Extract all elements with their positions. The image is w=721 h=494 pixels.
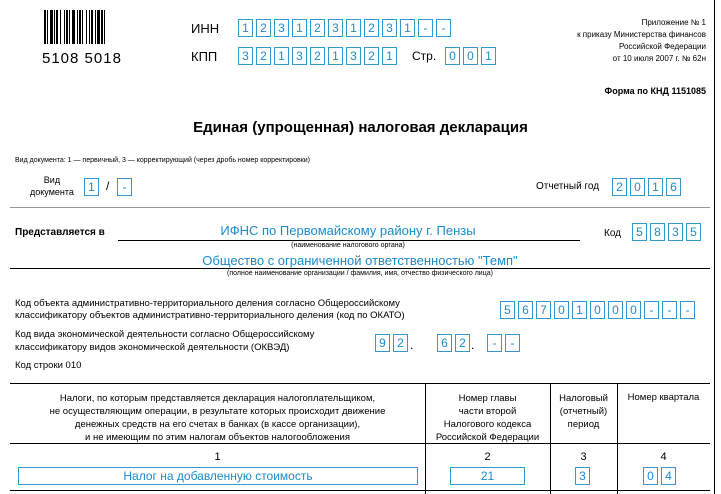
appendix-line2: к приказу Министерства финансов — [577, 30, 706, 39]
barcode-bar — [95, 10, 96, 44]
inn-cell[interactable]: 2 — [310, 19, 325, 37]
okved-g2-cell[interactable]: 6 — [437, 334, 452, 352]
kpp-cell[interactable]: 1 — [328, 47, 343, 65]
doc-type-field[interactable] — [84, 178, 99, 196]
inn-label: ИНН — [191, 21, 220, 36]
table-header-col1-line1: Налоги, по которым представляется декларация налогоплательщиком, — [59, 393, 376, 404]
code-cell[interactable]: 3 — [668, 223, 683, 241]
barcode — [40, 10, 140, 67]
barcode-bar — [60, 10, 61, 44]
table-header-col2 — [425, 392, 550, 444]
barcode-bar — [69, 10, 70, 44]
org-name-value[interactable]: Общество с ограниченной ответственностью "Темп" — [202, 253, 518, 268]
okato-cell[interactable]: - — [680, 301, 695, 319]
tax-office-caption: (наименование налогового органа) — [291, 242, 405, 249]
okved-label-line1: Код вида экономической деятельности согласно Общероссийскому — [15, 329, 315, 340]
okato-cell[interactable]: 0 — [554, 301, 569, 319]
barcode-bar — [77, 10, 78, 44]
tax-office-value[interactable]: ИФНС по Первомайскому району г. Пензы — [220, 223, 476, 238]
table-top-border — [10, 383, 710, 384]
period-code-field[interactable] — [575, 467, 590, 485]
table-header-col2-line3: Налогового кодекса — [443, 419, 532, 430]
period-code-value[interactable]: 3 — [575, 467, 590, 485]
doc-type-value[interactable]: 1 — [84, 178, 99, 196]
okved-dot2: . — [471, 338, 475, 352]
inn-cell[interactable]: 3 — [274, 19, 289, 37]
col-num-2: 2 — [484, 451, 491, 463]
barcode-bar — [89, 10, 90, 44]
period-cell[interactable]: 2 — [612, 178, 627, 196]
okato-label-line2: классификатору объектов административно-территориального деления (код по ОКАТО) — [15, 310, 405, 321]
correction-field[interactable] — [117, 178, 132, 196]
okved-group3[interactable] — [487, 334, 520, 352]
doc-type-label-line1: Вид — [43, 175, 61, 185]
divider-top — [10, 207, 710, 208]
kpp-cell[interactable]: 3 — [346, 47, 361, 65]
table-header-col1-line4: и не имеющим по этим налогам объектов налогообложения — [85, 432, 350, 443]
appendix-line4: от 10 июля 2007 г. № 62н — [612, 54, 706, 63]
table-header-col3-line2: (отчетный) — [559, 406, 608, 417]
barcode-bar — [44, 10, 46, 44]
barcode-bar — [101, 10, 103, 44]
inn-cell[interactable]: 1 — [400, 19, 415, 37]
inn-cell[interactable]: 2 — [256, 19, 271, 37]
barcode-bar — [104, 10, 105, 44]
okved-g1-cell[interactable]: 2 — [393, 334, 408, 352]
inn-cell[interactable]: - — [418, 19, 433, 37]
page-right-border — [714, 0, 715, 494]
okato-cell[interactable]: 6 — [518, 301, 533, 319]
inn-cell[interactable]: 2 — [364, 19, 379, 37]
doc-type-note: Вид документа: 1 — первичный, 3 — корректирующий (через дробь номер корректировки) — [15, 157, 311, 164]
okato-cell[interactable]: - — [662, 301, 677, 319]
okved-g1-cell[interactable]: 9 — [375, 334, 390, 352]
correction-value[interactable]: - — [117, 178, 132, 196]
page-cell[interactable]: 0 — [463, 47, 478, 65]
kpp-cell[interactable]: 3 — [292, 47, 307, 65]
barcode-number: 5108 5018 — [42, 50, 122, 67]
org-underline — [10, 268, 710, 269]
barcode-bars — [40, 10, 140, 44]
page-cell[interactable]: 1 — [481, 47, 496, 65]
org-caption: (полное наименование организации / фамилия, имя, отчество физического лица) — [227, 270, 493, 277]
doc-type-slash: / — [106, 179, 110, 193]
inn-field[interactable] — [238, 19, 451, 37]
barcode-bar — [66, 10, 68, 44]
barcode-bar — [97, 10, 100, 44]
table-header-col3-line1: Налоговый — [559, 393, 608, 404]
period-cell[interactable]: 6 — [666, 178, 681, 196]
page-field[interactable] — [445, 47, 496, 65]
quarter-field[interactable] — [643, 467, 676, 485]
table-header-col3 — [550, 392, 617, 431]
okato-field[interactable] — [500, 301, 695, 319]
col-num-3: 3 — [580, 451, 587, 463]
okved-g2-cell[interactable]: 2 — [455, 334, 470, 352]
doc-type-label — [30, 174, 74, 198]
barcode-bar — [72, 10, 75, 44]
period-cell[interactable]: 0 — [630, 178, 645, 196]
okato-cell[interactable]: - — [644, 301, 659, 319]
quarter-cell[interactable]: 0 — [643, 467, 658, 485]
kpp-cell[interactable]: 3 — [238, 47, 253, 65]
table-header-col2-line2: части второй — [458, 406, 517, 417]
barcode-bar — [64, 10, 65, 44]
okved-dot1: . — [410, 338, 414, 352]
kpp-cell[interactable]: 2 — [364, 47, 379, 65]
okved-g3-cell[interactable]: - — [487, 334, 502, 352]
page-title: Единая (упрощенная) налоговая декларация — [193, 119, 528, 136]
okved-group2[interactable] — [437, 334, 470, 352]
page-cell[interactable]: 0 — [445, 47, 460, 65]
form-code: Форма по КНД 1151085 — [604, 86, 706, 96]
okato-cell[interactable]: 7 — [536, 301, 551, 319]
kpp-field[interactable] — [238, 47, 397, 65]
inn-cell[interactable]: - — [436, 19, 451, 37]
code-cell[interactable]: 5 — [632, 223, 647, 241]
period-cell[interactable]: 1 — [648, 178, 663, 196]
barcode-bar — [79, 10, 81, 44]
col-num-4: 4 — [660, 451, 667, 463]
quarter-cell[interactable]: 4 — [661, 467, 676, 485]
barcode-bar — [56, 10, 58, 44]
tax-name-field[interactable]: Налог на добавленную стоимость — [18, 467, 418, 485]
kpp-cell[interactable]: 2 — [256, 47, 271, 65]
barcode-bar — [82, 10, 83, 44]
barcode-bar — [86, 10, 87, 44]
table-header-col1 — [15, 392, 420, 444]
appendix-line3: Российской Федерации — [619, 42, 706, 51]
period-label: Отчетный год — [536, 181, 600, 192]
barcode-bar — [54, 10, 55, 44]
table-header-col2-line1: Номер главы — [458, 393, 517, 404]
kpp-cell[interactable]: 2 — [310, 47, 325, 65]
doc-type-label-line2: документа — [30, 187, 74, 197]
barcode-bar — [91, 10, 93, 44]
table-header-col4: Номер квартала — [627, 392, 700, 403]
code-cell[interactable]: 5 — [686, 223, 701, 241]
inn-cell[interactable]: 1 — [238, 19, 253, 37]
okato-cell[interactable]: 0 — [590, 301, 605, 319]
inn-cell[interactable]: 1 — [292, 19, 307, 37]
submitted-label: Представляется в — [15, 227, 105, 238]
okato-cell[interactable]: 0 — [608, 301, 623, 319]
okato-cell[interactable]: 5 — [500, 301, 515, 319]
okato-cell[interactable]: 1 — [572, 301, 587, 319]
kpp-cell[interactable]: 1 — [382, 47, 397, 65]
chapter-field[interactable]: 21 — [450, 467, 525, 485]
table-header-col3-line3: период — [567, 419, 600, 430]
table-header-bottom — [10, 443, 710, 444]
code-field[interactable] — [632, 223, 701, 241]
code-cell[interactable]: 8 — [650, 223, 665, 241]
period-field[interactable] — [612, 178, 681, 196]
barcode-bar — [47, 10, 48, 44]
inn-cell[interactable]: 1 — [346, 19, 361, 37]
col-num-1: 1 — [214, 451, 221, 463]
okved-group1[interactable] — [375, 334, 408, 352]
okato-label-line1: Код объекта административно-территориального деления согласно Общероссийскому — [15, 298, 400, 309]
table-bottom-line — [10, 490, 710, 491]
page-label: Стр. — [412, 49, 437, 63]
okved-g3-cell[interactable]: - — [505, 334, 520, 352]
barcode-bar — [50, 10, 53, 44]
line-code-label: Код строки 010 — [15, 360, 82, 371]
okved-label-line2: классификатору видов экономической деятельности (ОКВЭД) — [15, 342, 290, 353]
tax-office-underline — [118, 240, 580, 241]
appendix-line1: Приложение № 1 — [641, 18, 706, 27]
table-header-col2-line4: Российской Федерации — [435, 432, 540, 443]
kpp-cell[interactable]: 1 — [274, 47, 289, 65]
inn-cell[interactable]: 3 — [328, 19, 343, 37]
kpp-label: КПП — [191, 49, 218, 64]
table-header-col1-line3: денежных средств на его счетах в банках (в кассе организации), — [74, 419, 361, 430]
table-header-col1-line2: не осуществляющим операции, в результате которых происходит движение — [49, 406, 386, 417]
code-label: Код — [604, 228, 622, 239]
inn-cell[interactable]: 3 — [382, 19, 397, 37]
okato-cell[interactable]: 0 — [626, 301, 641, 319]
